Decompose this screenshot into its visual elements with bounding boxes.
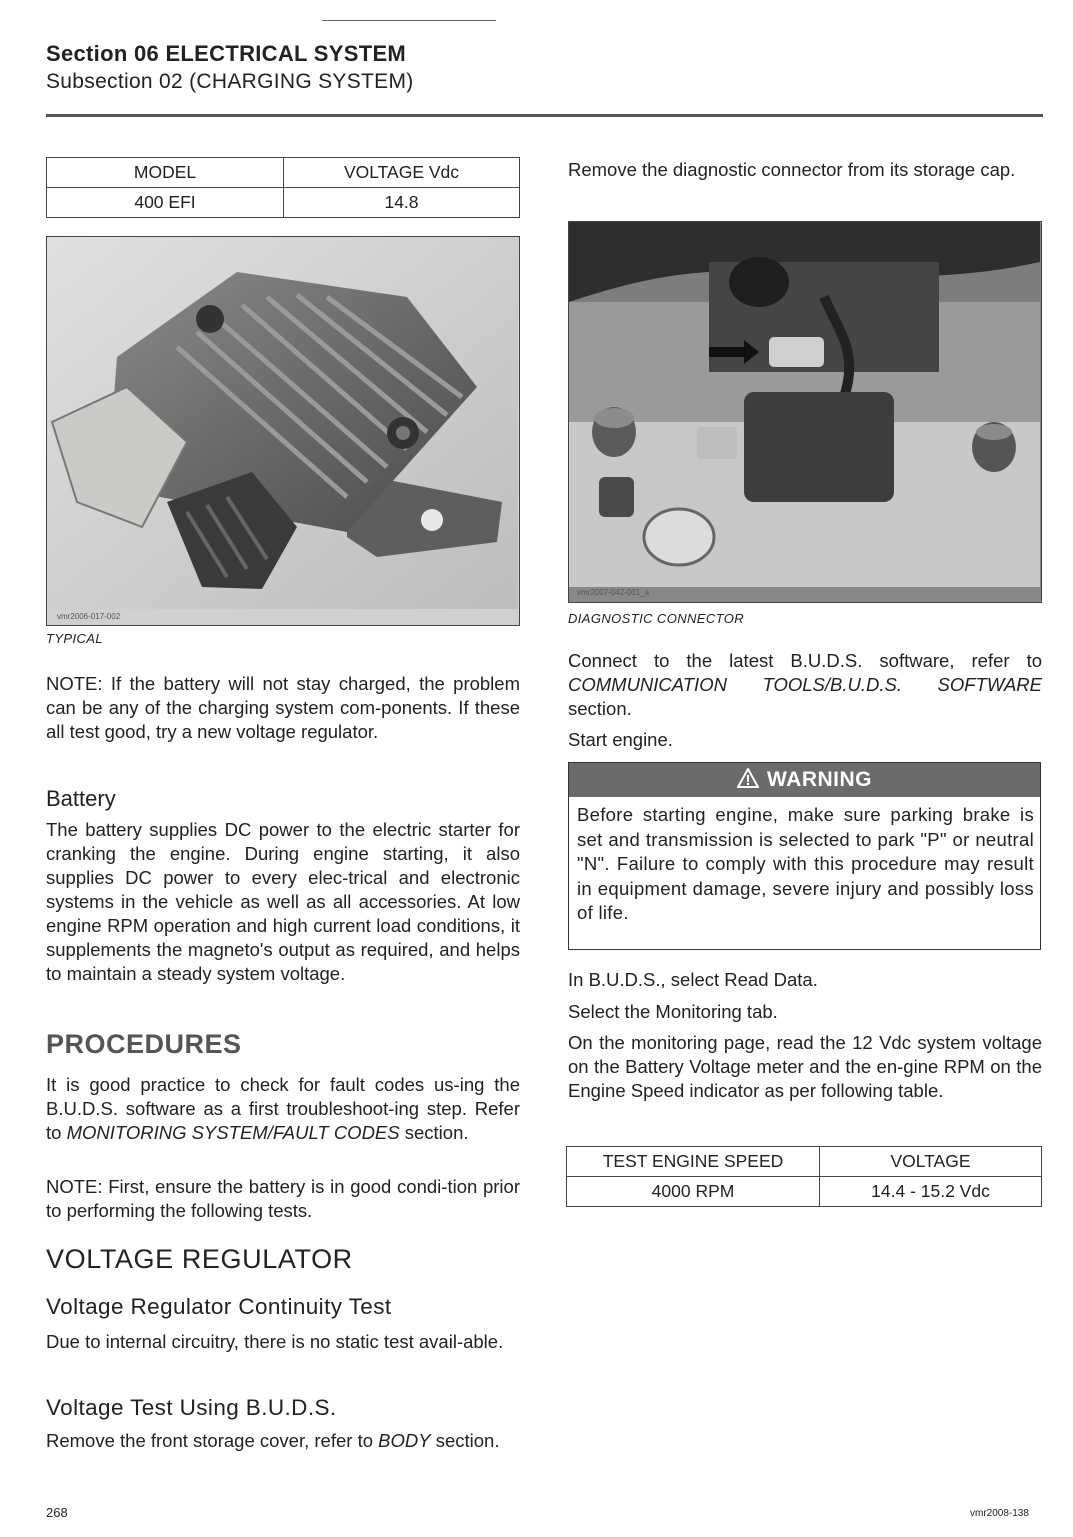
top-rule (322, 20, 496, 21)
procedures-text-end: section. (404, 1122, 469, 1143)
monitoring-tab-text: Select the Monitoring tab. (568, 1001, 778, 1022)
monitoring-page-text: On the monitoring page, read the 12 Vdc system voltage on the Battery Voltage meter and the en-gine RPM on the Engine Speed indicator as per following table. (568, 1032, 1042, 1101)
table-cell: 14.4 - 15.2 Vdc (820, 1177, 1042, 1207)
battery-paragraph: The battery supplies DC power to the electric starter for cranking the engine. During engine starting, it also supplies DC power to every elec-trical and electronic systems in the vehicle as well as all accessories. At low engine RPM operation and high current load conditions, it supplements the magneto's output as required, and helps to maintain a steady system voltage. (46, 819, 520, 984)
buds-text-end: section. (435, 1430, 500, 1451)
continuity-test-text: Due to internal circuitry, there is no static test avail-able. (46, 1331, 504, 1352)
warning-triangle-icon (737, 768, 759, 788)
diagnostic-connector-illustration (569, 222, 1040, 587)
table-row (567, 1177, 1042, 1207)
buds-text: Remove the front storage cover, refer to (46, 1430, 373, 1451)
warning-title: WARNING (767, 768, 872, 791)
model-voltage-table (46, 157, 520, 218)
read-data-text: In B.U.D.S., select Read Data. (568, 969, 818, 990)
procedures-paragraph (46, 1073, 520, 1145)
page-number: 268 (46, 1505, 68, 1520)
warning-box (568, 762, 1041, 950)
battery-heading: Battery (46, 786, 116, 811)
connect-text: Connect to the latest B.U.D.S. software, refer to (568, 650, 1042, 671)
connect-text-end: section. (568, 698, 632, 719)
diagnostic-connector-photo (568, 221, 1042, 603)
voltage-regulator-photo (46, 236, 520, 626)
figure-id: vmr2007-042-001_a (577, 588, 650, 597)
voltage-regulator-illustration (47, 237, 518, 609)
note-battery-charge: NOTE: If the battery will not stay charged, the problem can be any of the charging system com-ponents. If these all test good, try a new voltage regulator. (46, 673, 520, 742)
table-cell: 400 EFI (47, 188, 284, 218)
connect-buds-paragraph (568, 649, 1042, 721)
subsection-title: Subsection 02 (CHARGING SYSTEM) (46, 70, 414, 93)
procedures-text: It is good practice to check for fault codes us-ing the B.U.D.S. software as a first troubleshoot-ing step. Refer to (46, 1074, 520, 1143)
communication-tools-reference: COMMUNICATION TOOLS/B.U.D.S. SOFTWARE (568, 674, 1042, 695)
table-cell: 4000 RPM (567, 1177, 820, 1207)
buds-test-text (46, 1429, 520, 1453)
figure-caption: DIAGNOSTIC CONNECTOR (568, 611, 745, 626)
document-id: vmr2008-138 (970, 1508, 1029, 1519)
section-title: Section 06 ELECTRICAL SYSTEM (46, 41, 407, 66)
table-header-cell: VOLTAGE (820, 1147, 1042, 1177)
table-header-row (567, 1147, 1042, 1177)
table-row (47, 188, 520, 218)
figure-caption: TYPICAL (46, 631, 103, 646)
table-header-row (47, 158, 520, 188)
note-first: NOTE: First, ensure the battery is in good condi-tion prior to performing the following tests. (46, 1176, 520, 1221)
figure-id: vmr2006-017-002 (57, 612, 121, 621)
buds-test-heading: Voltage Test Using B.U.D.S. (46, 1395, 337, 1420)
fault-codes-reference: MONITORING SYSTEM/FAULT CODES (66, 1122, 400, 1143)
procedures-heading: PROCEDURES (46, 1029, 242, 1059)
start-engine-text: Start engine. (568, 729, 673, 750)
table-header-cell: TEST ENGINE SPEED (567, 1147, 820, 1177)
table-header-cell: MODEL (47, 158, 284, 188)
body-reference: BODY (378, 1430, 431, 1451)
header-rule (46, 114, 1043, 117)
continuity-test-heading: Voltage Regulator Continuity Test (46, 1294, 392, 1319)
remove-connector-text: Remove the diagnostic connector from its storage cap. (568, 159, 1016, 180)
test-engine-speed-table (566, 1146, 1042, 1207)
warning-text: Before starting engine, make sure parking brake is set and transmission is selected to park "P" or neutral "N". Failure to comply with this procedure may result in equipment damage, severe injury and possibly loss of life. (577, 804, 1034, 923)
voltage-regulator-heading: VOLTAGE REGULATOR (46, 1244, 353, 1274)
warning-header (569, 763, 1040, 797)
table-cell: 14.8 (284, 188, 520, 218)
table-header-cell: VOLTAGE Vdc (284, 158, 520, 188)
